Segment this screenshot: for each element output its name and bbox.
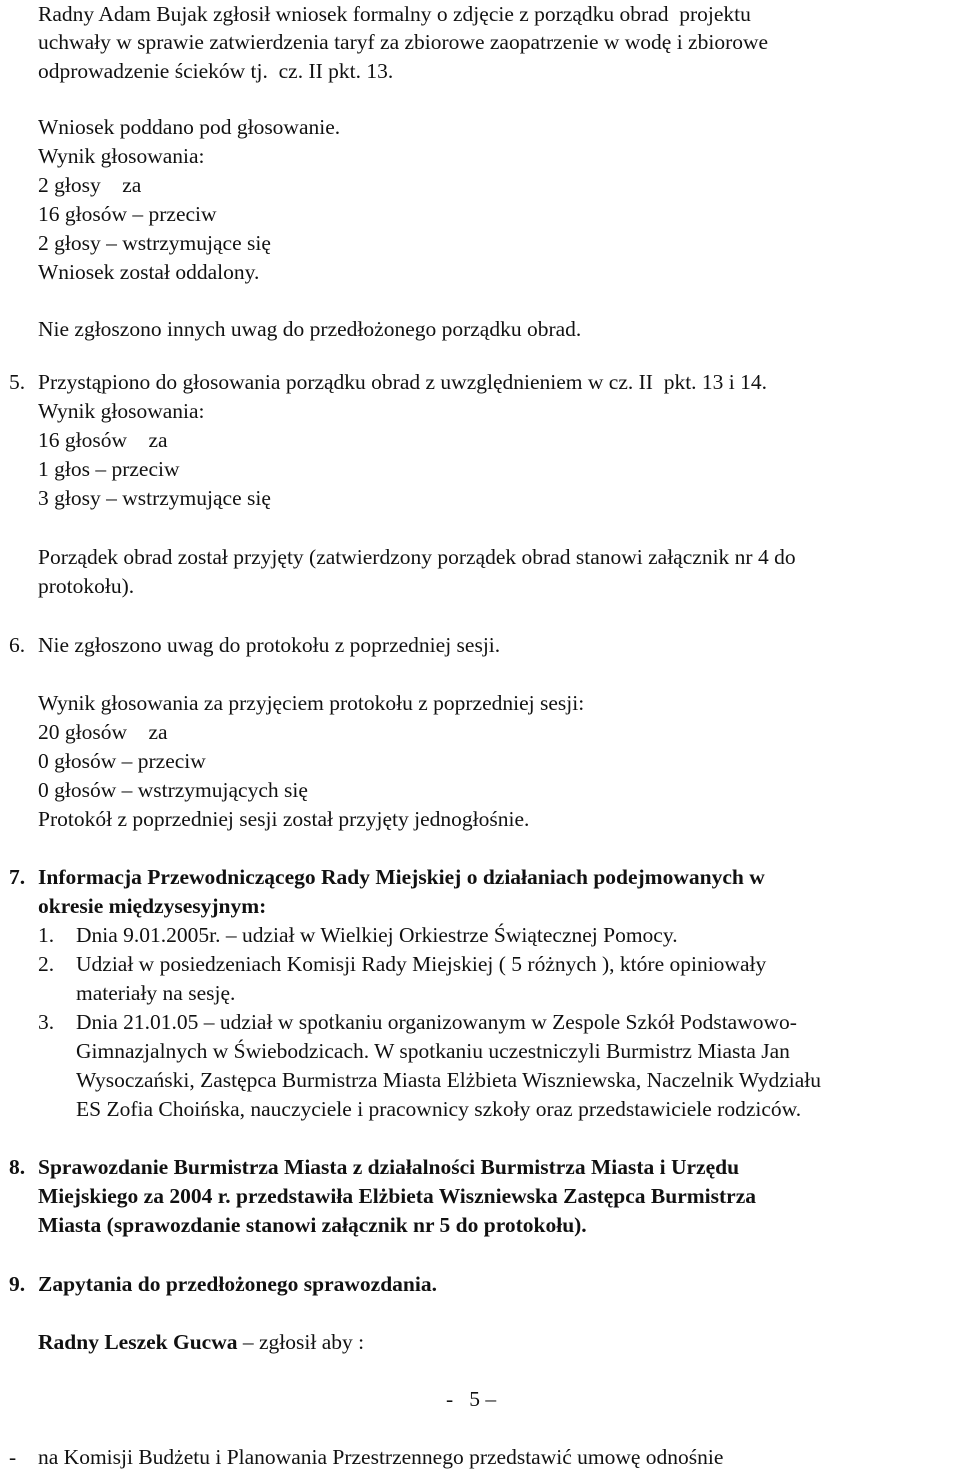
section-text: Przystąpiono do głosowania porządku obrad z uwzględnieniem w cz. II pkt. 13 i 14. — [38, 370, 768, 394]
text-line: Wynik głosowania: — [38, 399, 205, 423]
text-line: 20 głosów za — [38, 720, 168, 744]
section-heading: Sprawozdanie Burmistrza Miasta z działalności Burmistrza Miasta i Urzędu — [38, 1155, 740, 1179]
text-line: Wniosek został oddalony. — [38, 260, 260, 284]
text-line: Protokół z poprzedniej sesji został przyjęty jednogłośnie. — [38, 807, 530, 831]
list-item-text: Dnia 9.01.2005r. – udział w Wielkiej Orkiestrze Świątecznej Pomocy. — [76, 923, 678, 947]
text-line: 0 głosów – przeciw — [38, 749, 206, 773]
section-text: Nie zgłoszono uwag do protokołu z poprzedniej sesji. — [38, 633, 501, 657]
text-line: 2 głosy – wstrzymujące się — [38, 231, 271, 255]
list-item-text: Wysoczański, Zastępca Burmistrza Miasta Elżbieta Wiszniewska, Naczelnik Wydziału — [76, 1068, 822, 1092]
text-line: na Komisji Budżetu i Planowania Przestrzennego przedstawić umowę odnośnie — [38, 1445, 724, 1469]
speaker-name: Radny Leszek Gucwa — [38, 1330, 238, 1354]
list-item-text: Udział w posiedzeniach Komisji Rady Miejskiej ( 5 różnych ), które opiniowały — [76, 952, 767, 976]
text-line: Wniosek poddano pod głosowanie. — [38, 115, 341, 139]
list-item-number: 3. — [38, 1010, 55, 1034]
speaker-rest: – zgłosił aby : — [237, 1330, 365, 1354]
speaker-line — [38, 1328, 364, 1357]
page-number: - 5 – — [446, 1387, 497, 1411]
section-number: 6. — [9, 633, 26, 657]
list-item-number: 2. — [38, 952, 55, 976]
text-line: 2 głosy za — [38, 173, 142, 197]
list-item-number: 1. — [38, 923, 55, 947]
section-heading: Miasta (sprawozdanie stanowi załącznik nr 5 do protokołu). — [38, 1213, 587, 1237]
text-line: 16 głosów – przeciw — [38, 202, 217, 226]
section-number: 9. — [9, 1272, 26, 1296]
list-item-text: ES Zofia Choińska, nauczyciele i pracownicy szkoły oraz przedstawiciele rodziców. — [76, 1097, 802, 1121]
section-number: 5. — [9, 370, 26, 394]
no-remarks-line: Nie zgłoszono innych uwag do przedłożonego porządku obrad. — [38, 317, 582, 341]
text-line: Porządek obrad został przyjęty (zatwierdzony porządek obrad stanowi załącznik nr 4 do — [38, 545, 796, 569]
text-line: 0 głosów – wstrzymujących się — [38, 778, 308, 802]
list-item-text: Gimnazjalnych w Świebodzicach. W spotkaniu uczestniczyli Burmistrz Miasta Jan — [76, 1039, 790, 1063]
text-line: 3 głosy – wstrzymujące się — [38, 486, 271, 510]
text-line: odprowadzenie ścieków tj. cz. II pkt. 13. — [38, 59, 394, 83]
section-number: 8. — [9, 1155, 26, 1179]
text-line: uchwały w sprawie zatwierdzenia taryf za zbiorowe zaopatrzenie w wodę i zbiorowe — [38, 30, 769, 54]
text-line: protokołu). — [38, 574, 135, 598]
section-number: 7. — [9, 865, 26, 889]
section-heading: okresie międzysesyjnym: — [38, 894, 267, 918]
text-line: 16 głosów za — [38, 428, 168, 452]
text-line: 1 głos – przeciw — [38, 457, 180, 481]
dash-bullet: - — [9, 1445, 17, 1469]
section-heading: Informacja Przewodniczącego Rady Miejskiej o działaniach podejmowanych w — [38, 865, 765, 889]
list-item-text: Dnia 21.01.05 – udział w spotkaniu organizowanym w Zespole Szkół Podstawowo- — [76, 1010, 797, 1034]
section-heading: Miejskiego za 2004 r. przedstawiła Elżbieta Wiszniewska Zastępca Burmistrza — [38, 1184, 757, 1208]
section-heading: Zapytania do przedłożonego sprawozdania. — [38, 1272, 437, 1296]
text-line: Wynik głosowania za przyjęciem protokołu z poprzedniej sesji: — [38, 691, 585, 715]
text-line: Radny Adam Bujak zgłosił wniosek formalny o zdjęcie z porządku obrad projektu — [38, 2, 751, 26]
list-item-text: materiały na sesję. — [76, 981, 236, 1005]
text-line: Wynik głosowania: — [38, 144, 205, 168]
